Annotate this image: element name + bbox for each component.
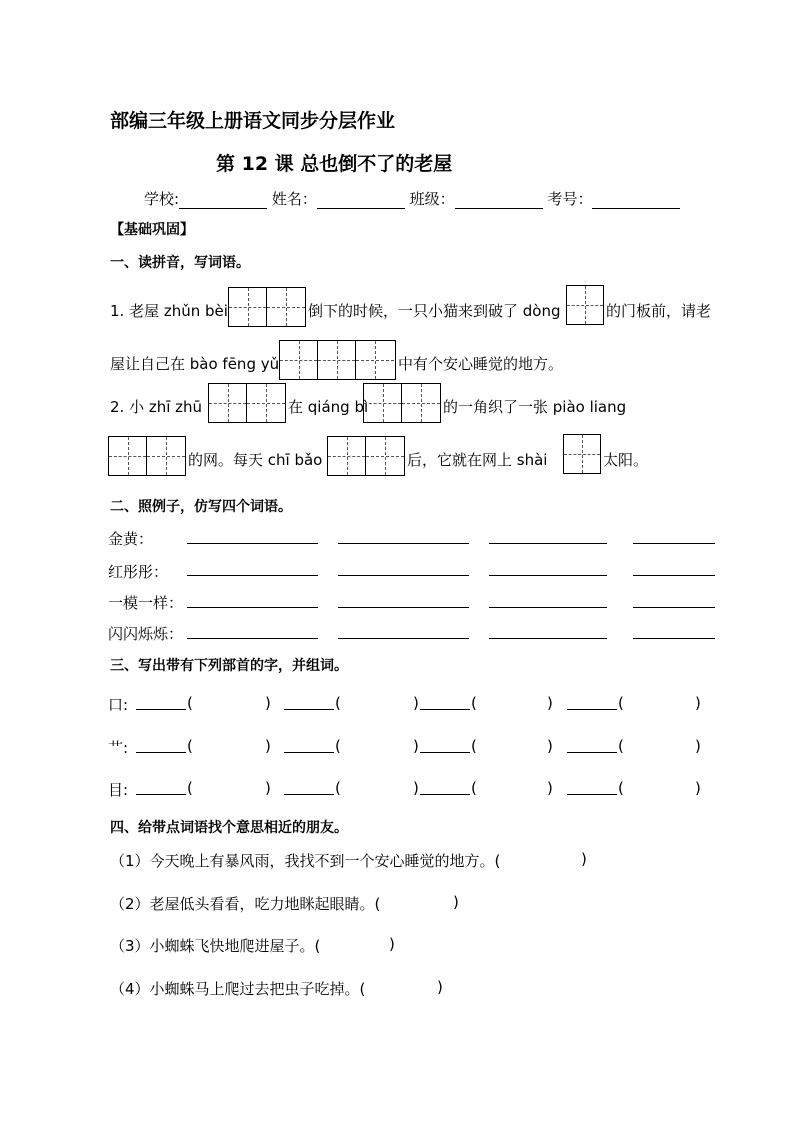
q1-line2-b: 中有个安心睡觉的地方。 (398, 355, 564, 373)
paren-close: ) (547, 694, 553, 712)
paren-open: ( (335, 694, 341, 712)
answer-line[interactable] (633, 638, 715, 639)
tian-box-piaoliang[interactable] (108, 436, 186, 476)
tian-box-shai[interactable] (563, 434, 601, 474)
answer-line[interactable] (633, 543, 715, 544)
q2-heading: 二、照例子，仿写四个词语。 (110, 499, 292, 515)
class-label: 班级： (409, 190, 455, 208)
char-blank[interactable] (420, 752, 470, 753)
paren-close: ) (695, 694, 701, 712)
paren-open: ( (618, 694, 624, 712)
q1-line4-b: 后，它就在网上 shài (407, 451, 548, 469)
tian-box-baofengyu[interactable] (279, 340, 396, 380)
answer-line[interactable] (338, 575, 469, 576)
q4-close-2: ) (453, 893, 459, 911)
answer-line[interactable] (187, 607, 318, 608)
q4-item-1: （1）今天晚上有暴风雨，我找不到一个安心睡觉的地方。( (110, 852, 501, 870)
q1-line1-b: 倒下的时候，一只小猫来到破了 dòng (308, 302, 561, 320)
answer-line[interactable] (338, 543, 469, 544)
radical-kou: 口: (108, 696, 129, 714)
answer-line[interactable] (489, 607, 607, 608)
q1-line3-b: 在 qiáng bì (288, 398, 369, 416)
paren-open: ( (335, 737, 341, 755)
q4-close-1: ) (581, 850, 587, 868)
q2-example-1: 金黄： (108, 530, 154, 548)
answer-line[interactable] (489, 543, 607, 544)
q2-example-2: 红彤彤： (108, 563, 169, 581)
q1-line1-a: 1. 老屋 zhǔn bèi (110, 302, 228, 320)
paren-open: ( (335, 779, 341, 797)
answer-line[interactable] (187, 638, 318, 639)
paren-open: ( (618, 737, 624, 755)
paren-close: ) (265, 779, 271, 797)
answer-line[interactable] (338, 607, 469, 608)
answer-line[interactable] (633, 607, 715, 608)
paren-open: ( (618, 779, 624, 797)
exam-no-label: 考号： (547, 190, 593, 208)
q1-heading: 一、读拼音，写词语。 (110, 255, 250, 271)
q1-line4-c: 太阳。 (603, 451, 649, 469)
name-label: 姓名： (271, 190, 317, 208)
q2-example-3: 一模一样： (108, 594, 184, 612)
paren-close: ) (265, 737, 271, 755)
paren-open: ( (471, 737, 477, 755)
q4-close-4: ) (437, 978, 443, 996)
school-label: 学校: (144, 190, 180, 208)
answer-line[interactable] (187, 575, 318, 576)
answer-line[interactable] (633, 575, 715, 576)
answer-line[interactable] (187, 543, 318, 544)
paren-close: ) (413, 737, 419, 755)
q4-close-3: ) (389, 935, 395, 953)
q2-example-4: 闪闪烁烁： (108, 625, 184, 643)
series-title: 部编三年级上册语文同步分层作业 (110, 110, 396, 132)
q4-item-3: （3）小蜘蛛飞快地爬进屋子。( (110, 937, 321, 955)
answer-line[interactable] (338, 638, 469, 639)
school-field[interactable] (179, 192, 267, 209)
q4-item-4: （4）小蜘蛛马上爬过去把虫子吃掉。( (110, 980, 366, 998)
char-blank[interactable] (567, 709, 617, 710)
char-blank[interactable] (284, 709, 334, 710)
char-blank[interactable] (567, 752, 617, 753)
q4-item-2: （2）老屋低头看看，吃力地眯起眼睛。( (110, 895, 381, 913)
paren-open: ( (187, 737, 193, 755)
char-blank[interactable] (420, 794, 470, 795)
paren-open: ( (471, 694, 477, 712)
paren-open: ( (187, 779, 193, 797)
q1-line3-c: 的一角织了一张 piào liang (443, 398, 627, 416)
tian-box-chibao[interactable] (327, 436, 405, 476)
q1-line3-a: 2. 小 zhī zhū (110, 398, 203, 416)
name-field[interactable] (317, 192, 405, 209)
char-blank[interactable] (136, 709, 186, 710)
char-blank[interactable] (136, 794, 186, 795)
tian-box-dong[interactable] (566, 285, 604, 325)
radical-mu: 目: (108, 781, 129, 799)
char-blank[interactable] (284, 752, 334, 753)
char-blank[interactable] (567, 794, 617, 795)
class-field[interactable] (455, 192, 543, 209)
paren-close: ) (547, 779, 553, 797)
paren-close: ) (265, 694, 271, 712)
q3-heading: 三、写出带有下列部首的字，并组词。 (110, 658, 348, 674)
tian-box-zhunbei[interactable] (228, 287, 306, 327)
paren-close: ) (413, 779, 419, 797)
q1-line1-c: 的门板前，请老 (606, 302, 712, 320)
paren-close: ) (413, 694, 419, 712)
tian-box-qiangbi[interactable] (363, 383, 441, 423)
info-line (144, 188, 680, 209)
radical-cao: 艹: (108, 739, 129, 757)
answer-line[interactable] (489, 575, 607, 576)
paren-close: ) (695, 737, 701, 755)
paren-close: ) (547, 737, 553, 755)
char-blank[interactable] (136, 752, 186, 753)
paren-close: ) (695, 779, 701, 797)
paren-open: ( (471, 779, 477, 797)
q4-heading: 四、给带点词语找个意思相近的朋友。 (110, 820, 348, 836)
lesson-title: 第 12 课 总也倒不了的老屋 (216, 153, 453, 175)
char-blank[interactable] (284, 794, 334, 795)
char-blank[interactable] (420, 709, 470, 710)
tian-box-zhizhu[interactable] (208, 383, 286, 423)
exam-no-field[interactable] (592, 192, 680, 209)
paren-open: ( (187, 694, 193, 712)
section-tag: 【基础巩固】 (110, 222, 194, 238)
q1-line4-a: 的网。每天 chī bǎo (188, 451, 323, 469)
q1-line2-a: 屋让自己在 bào fēng yǔ (110, 355, 280, 373)
answer-line[interactable] (489, 638, 607, 639)
